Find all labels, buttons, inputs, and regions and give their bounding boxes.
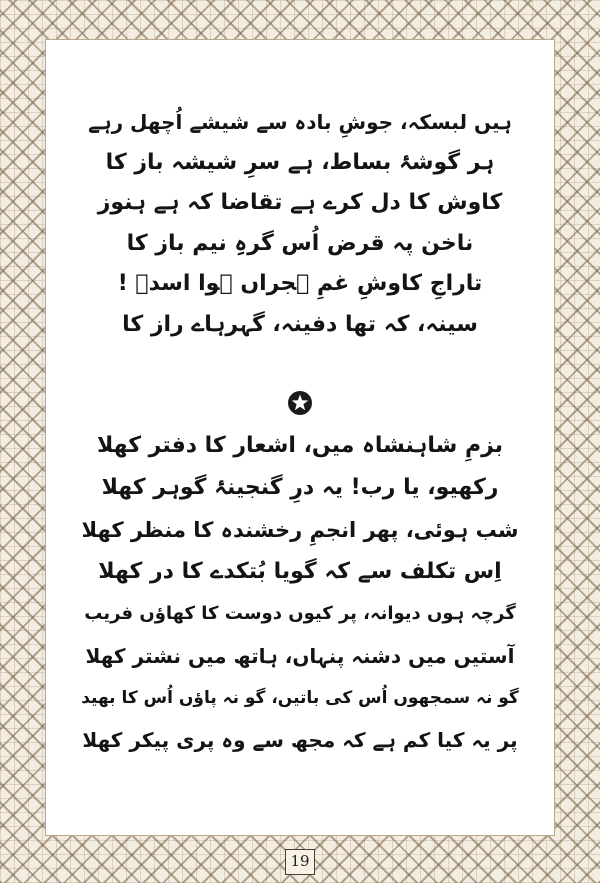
book-page — [46, 40, 554, 835]
verse-line: شب ہوئی، پھر انجمِ رخشندہ کا منظر کھلا — [81, 518, 519, 542]
verse-line: پر یہ کیا کم ہے کہ مجھ سے وہ پری پیکر کھلا — [82, 728, 518, 752]
verse-line: ناخن پہ قرض اُس گرہِ نیم باز کا — [126, 230, 474, 256]
verse-line: سینہ، کہ تھا دفینہ، گہرہاے راز کا — [122, 311, 478, 337]
verse-line: گرچہ ہوں دیوانہ، پر کیوں دوست کا کھاؤں فریب — [84, 603, 516, 624]
verse-line: گو نہ سمجھوں اُس کی باتیں، گو نہ پاؤں اُس کا بھید — [81, 688, 519, 708]
verse-line: ہیں لبسکہ، جوشِ بادہ سے شیشے اُچھل رہے — [88, 110, 512, 134]
verse-line: آستیں میں دشنہ پنہاں، ہاتھ میں نشتر کھلا — [85, 644, 515, 668]
poem-stanza-2 — [46, 425, 554, 761]
poem-stanza-1 — [46, 102, 554, 345]
verse-line: کاوش کا دل کرے ہے تقاضا کہ ہے ہنوز — [97, 190, 503, 215]
verse-line: ہر گوشۂ بساط، ہے سرِ شیشہ باز کا — [105, 149, 495, 175]
star-in-circle-icon — [287, 390, 313, 416]
verse-line: اِس تکلف سے کہ گویا بُتکدے کا در کھلا — [98, 559, 502, 584]
verse-line: تاراجِ کاوشِ غمِ ہجراں ہوا اسدؔ ! — [117, 271, 483, 296]
verse-line: رکھیو، یا رب! یہ درِ گنجینۂ گوہر کھلا — [101, 475, 499, 500]
verse-line: بزمِ شاہنشاہ میں، اشعار کا دفتر کھلا — [96, 433, 504, 458]
page-number: 19 — [285, 849, 315, 875]
